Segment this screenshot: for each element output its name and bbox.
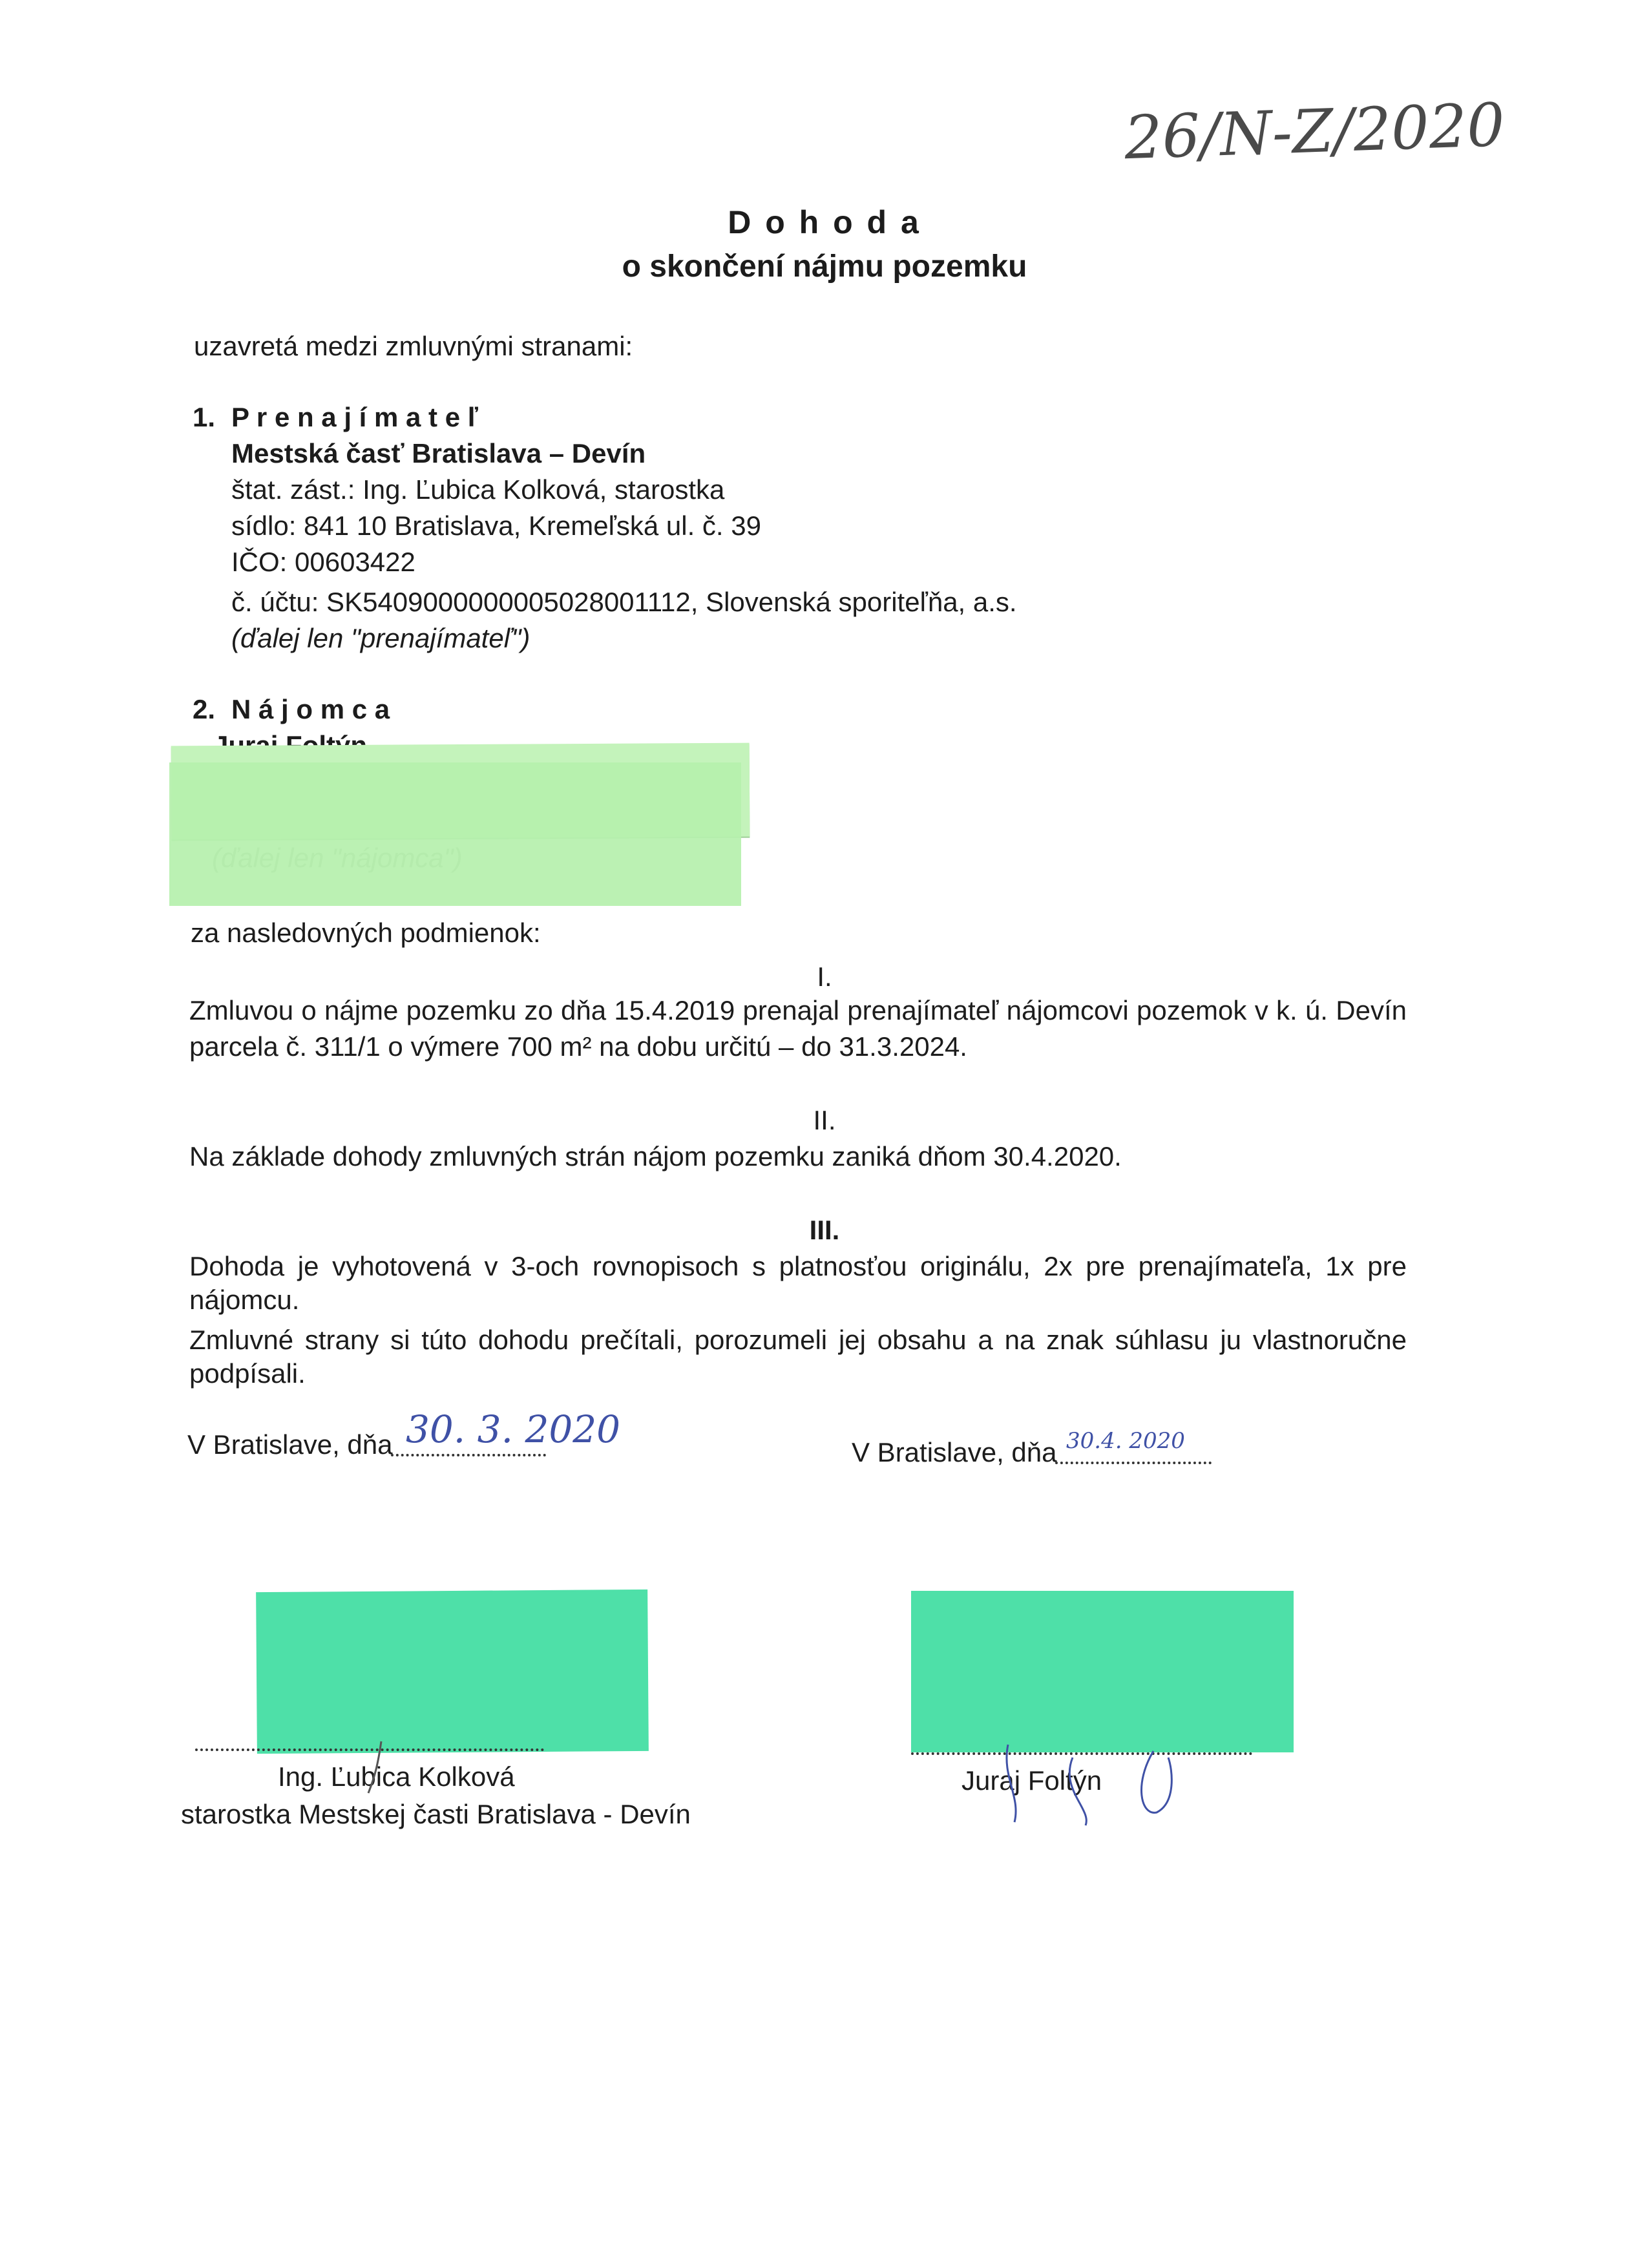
- intro-text: uzavretá medzi zmluvnými stranami:: [194, 331, 633, 361]
- party1-representative: štat. zást.: Ing. Ľubica Kolková, starostka: [231, 474, 725, 505]
- date-left-handwritten: 30. 3. 2020: [406, 1407, 621, 1451]
- place-date-right-label: V Bratislave, dňa: [852, 1437, 1057, 1467]
- section-3-line-4: podpísali.: [189, 1358, 306, 1389]
- party2-number: 2.: [193, 694, 216, 724]
- party1-number: 1.: [193, 402, 216, 432]
- party1-alias: (ďalej len "prenajímateľ"): [231, 623, 530, 653]
- signature-stroke-left-icon: [349, 1738, 401, 1796]
- party1-address: sídlo: 841 10 Bratislava, Kremeľská ul. č. 39: [231, 510, 761, 541]
- section-3-line-3: Zmluvné strany si túto dohodu prečítali, porozumeli jej obsahu a na znak súhlasu ju vlastnoručne: [189, 1325, 1407, 1355]
- redaction-signature-right: [911, 1591, 1294, 1752]
- section-2-line-1: Na základe dohody zmluvných strán nájom pozemku zaniká dňom 30.4.2020.: [189, 1141, 1122, 1171]
- signature-strokes-icon: [995, 1738, 1189, 1829]
- party2-role: N á j o m c a: [231, 694, 390, 724]
- section-1-line-1: Zmluvou o nájme pozemku zo dňa 15.4.2019 prenajal prenajímateľ nájomcovi pozemok v k. ú. Devín: [189, 995, 1407, 1025]
- date-right-handwritten: 30.4. 2020: [1066, 1428, 1185, 1454]
- conditions-intro: za nasledovných podmienok:: [191, 918, 541, 948]
- place-date-left-label: V Bratislave, dňa: [187, 1429, 393, 1460]
- section-1-line-2: parcela č. 311/1 o výmere 700 m² na dobu určitú – do 31.3.2024.: [189, 1031, 967, 1062]
- section-2-heading: II.: [813, 1105, 836, 1135]
- signatory-right-name: Juraj Foltýn: [961, 1765, 1102, 1796]
- party1-ico: IČO: 00603422: [231, 547, 415, 577]
- redaction-block-party2-lower: [169, 762, 741, 906]
- section-1-heading: I.: [817, 961, 832, 992]
- date-left-dotline: [391, 1454, 546, 1456]
- party1-role: P r e n a j í m a t e ľ: [231, 402, 478, 432]
- party1-name: Mestská časť Bratislava – Devín: [231, 438, 646, 468]
- redaction-signature-left: [256, 1590, 649, 1754]
- document-title: D o h o d a: [728, 204, 921, 240]
- handwritten-reference-number: 26/N-Z/2020: [1123, 90, 1506, 173]
- section-3-line-1: Dohoda je vyhotovená v 3-och rovnopisoch s platnosťou originálu, 2x pre prenajímateľa, 1x pre: [189, 1251, 1407, 1281]
- document-subtitle: o skončení nájmu pozemku: [622, 249, 1027, 284]
- date-right-dotline: [1055, 1462, 1212, 1464]
- section-3-heading: III.: [809, 1215, 840, 1245]
- signatory-left-title: starostka Mestskej časti Bratislava - Devín: [181, 1799, 691, 1829]
- party1-account: č. účtu: SK5409000000005028001112, Slovenská sporiteľňa, a.s.: [231, 587, 1017, 617]
- section-3-line-2: nájomcu.: [189, 1285, 300, 1315]
- signatory-left-name: Ing. Ľubica Kolková: [278, 1761, 515, 1792]
